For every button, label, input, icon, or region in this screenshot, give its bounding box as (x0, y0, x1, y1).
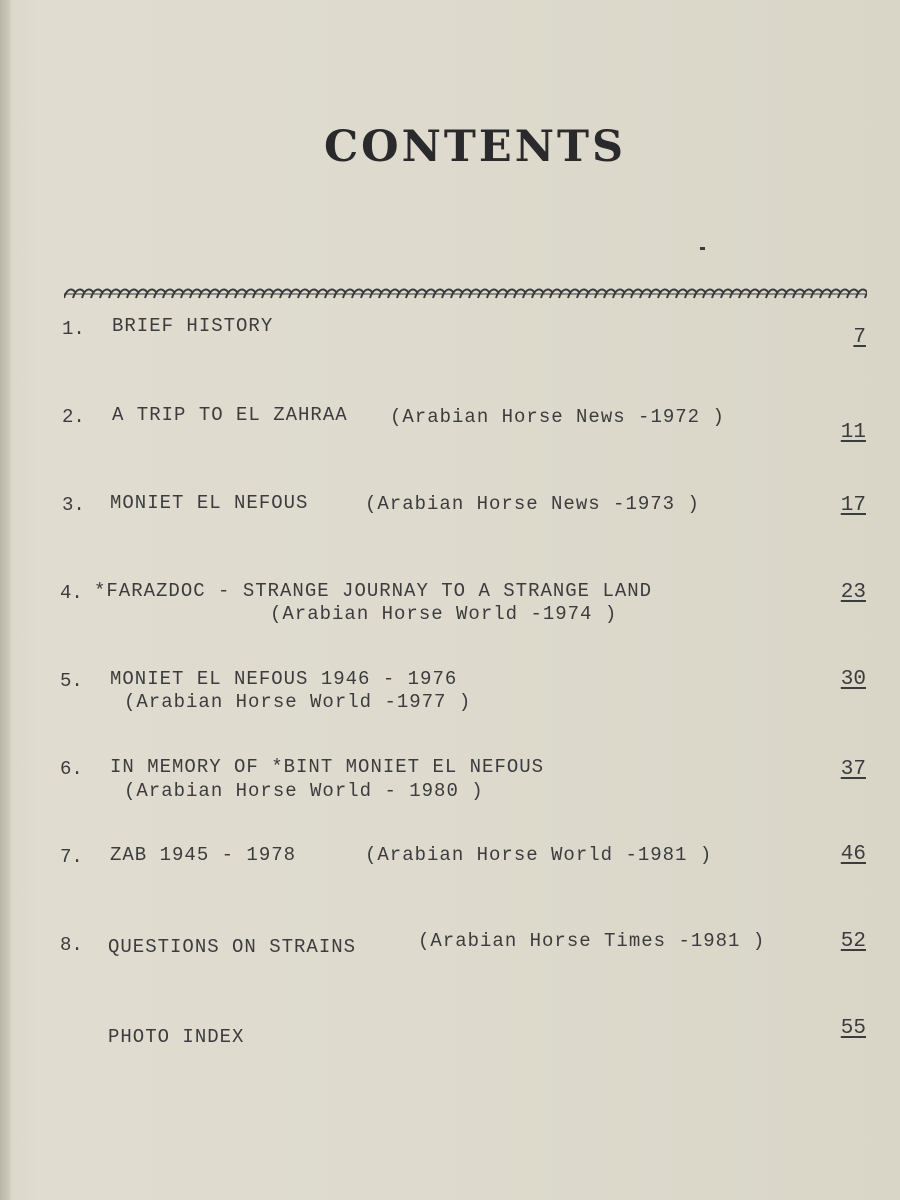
entry-source: (Arabian Horse World -1981 ) (365, 844, 713, 866)
entry-title: MONIET EL NEFOUS 1946 - 1976 (110, 668, 458, 690)
page-binding-shadow (0, 0, 10, 1200)
entry-title: A TRIP TO EL ZAHRAA (112, 404, 348, 426)
entry-source: (Arabian Horse News -1972 ) (390, 406, 725, 428)
ink-mark (700, 247, 705, 250)
entry-page-number: 11 (840, 421, 866, 444)
entry-title: QUESTIONS ON STRAINS (108, 936, 357, 958)
entry-number: 6. (60, 758, 83, 780)
entry-title: *FARAZDOC - STRANGE JOURNAY TO A STRANGE LAND (94, 580, 653, 602)
entry-page-number: 52 (840, 930, 866, 953)
entry-page-number: 37 (840, 758, 866, 781)
entry-page-number: 46 (840, 843, 866, 866)
entry-title: MONIET EL NEFOUS (110, 492, 309, 514)
entry-page-number: 17 (840, 494, 866, 517)
entry-source: (Arabian Horse World -1974 ) (270, 603, 618, 625)
entry-page-number: 55 (840, 1017, 866, 1040)
entry-number: 5. (60, 670, 83, 692)
entry-number: 7. (60, 846, 83, 868)
entry-title: BRIEF HISTORY (112, 315, 274, 337)
entry-number: 2. (62, 406, 85, 428)
entry-title: ZAB 1945 - 1978 (110, 844, 297, 866)
entry-source: (Arabian Horse Times -1981 ) (418, 930, 766, 952)
entry-page-number: 7 (853, 326, 866, 349)
entry-number: 3. (62, 494, 85, 516)
page-title: CONTENTS (323, 122, 627, 172)
entry-source: (Arabian Horse News -1973 ) (365, 493, 700, 515)
entry-number: 1. (62, 318, 85, 340)
entry-number: 8. (60, 934, 83, 956)
entry-title: IN MEMORY OF *BINT MONIET EL NEFOUS (110, 756, 545, 778)
entry-source: (Arabian Horse World - 1980 ) (124, 780, 484, 802)
entry-page-number: 23 (840, 581, 866, 604)
rope-divider (64, 287, 867, 301)
entry-title: PHOTO INDEX (108, 1026, 245, 1048)
entry-number: 4. (60, 582, 83, 604)
entry-page-number: 30 (840, 668, 866, 691)
entry-source: (Arabian Horse World -1977 ) (124, 691, 472, 713)
